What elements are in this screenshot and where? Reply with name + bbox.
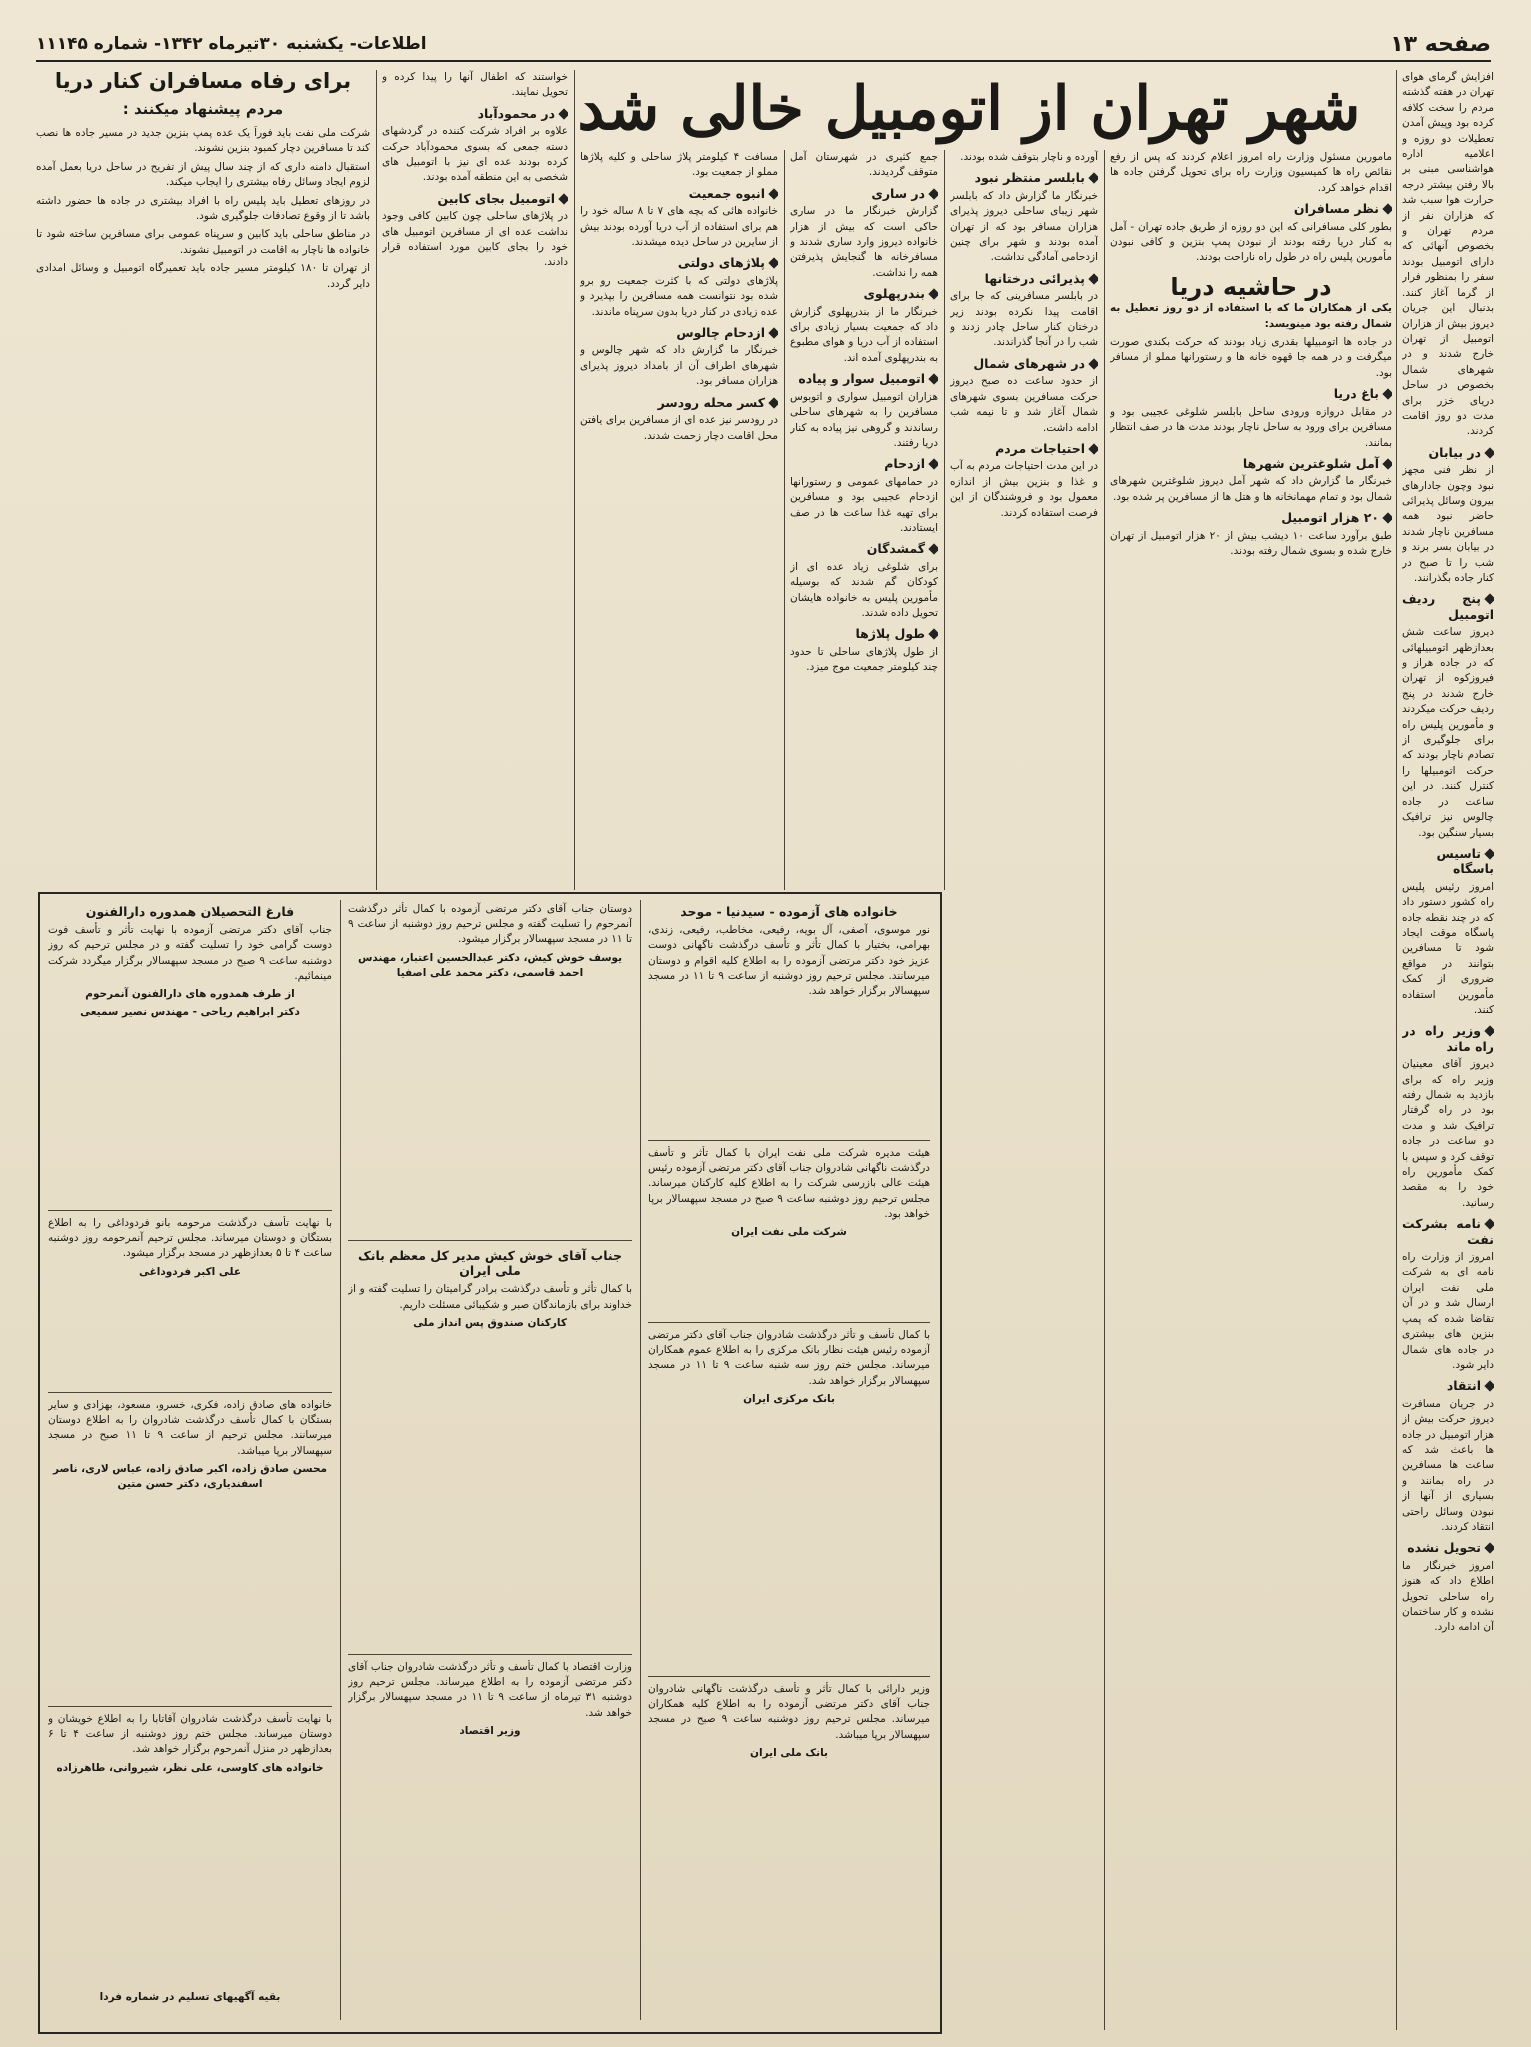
article-column-4 xyxy=(790,150,938,890)
subheading: اتومبیل سوار و پیاده xyxy=(790,371,938,386)
article-lead: خواستند که اطفال آنها را پیدا کرده و تحویل نمایند. xyxy=(382,71,568,99)
notice-body: خانواده های صادق زاده، فکری، خسرو، مسعود، بهزادی و سایر بستگان با کمال تأسف درگذشت شادروان را به اطلاع دوستان میرسانند. مجلس ترحیم از ساعت ۹ تا ۱۱ صبح در مسجد سپهسالار برپا میباشد. xyxy=(48,1399,332,1457)
paragraph: امروز از وزارت راه نامه ای به شرکت ملی نفت ایران ارسال شد و در آن تقاضا شده که پمپ بنزین های بیشتری در جاده های شمال دایر شود. xyxy=(1402,1251,1494,1371)
paragraph: برای شلوغی زیاد عده ای از کودکان گم شدند که بوسیله مأمورین پلیس به خانواده هایشان تحویل داده شدند. xyxy=(790,560,938,619)
obituary-notice xyxy=(48,1398,332,1698)
obituary-notice xyxy=(48,1216,332,1386)
subheading: کسر محله رودسر xyxy=(580,395,778,410)
article-lead: مامورین مسئول وزارت راه امروز اعلام کردند که پس از رفع نقائص راه ها کمیسیون وزارت راه برای تحویل گرفتن جاده ها اقدام خواهد کرد. xyxy=(1110,151,1392,194)
paragraph: خبرنگار ما گزارش داد که شهر چالوس و شهرهای اطراف آن از بامداد دیروز پذیرای هزاران مسافر بود. xyxy=(580,344,778,388)
notice-body: هیئت مدیره شرکت ملی نفت ایران با کمال تأثر و تأسف درگذشت ناگهانی شادروان جناب آقای دکتر مرتضی آزموده رئیس هیئت عالی بازرسی شرکت را به اطلاع کلیه کارکنان میرساند. مجلس ترحیم روز دوشنبه ساعت ۹ صبح در مسجد سپهسالار برپا خواهد بود. xyxy=(648,1147,930,1220)
notice-body: دوستان جناب آقای دکتر مرتضی آزموده با کمال تأثر درگذشت آنمرحوم را تسلیت گفته و مجلس ترحیم روز دوشنبه از ساعت ۹ تا ۱۱ در مسجد سپهسالار برگزار میشود. xyxy=(348,903,632,946)
section-heading: در حاشیه دریا xyxy=(1170,272,1332,301)
notice-body: با نهایت تأسف درگذشت مرحومه بانو فردوداغی را به اطلاع بستگان و دوستان میرساند. مجلس ترحیم آنمرحومه روز دوشنبه ساعت ۴ تا ۵ بعدازظهر در مسجد برگزار میشود. xyxy=(48,1217,332,1260)
paragraph: در پلاژهای ساحلی چون کابین کافی وجود نداشت عده ای از مسافرین اتومبیل های خود را بجای کابین مورد استفاده قرار دادند. xyxy=(382,210,568,269)
subheading: طول پلاژها xyxy=(790,626,938,641)
paragraph: در این مدت احتیاجات مردم به آب و غذا و بنزین بیش از اندازه معمول بود و فروشندگان از این فرصت استفاده کردند. xyxy=(950,460,1098,519)
article-column-1 xyxy=(1402,70,1494,2030)
column-rule xyxy=(1396,70,1397,2030)
paragraph: دیروز ساعت شش بعدازظهر اتومبیلهائی که در جاده هراز و فیروزکوه از تهران خارج شدند در پنج ردیف حرکت میکردند و مأمورین پلیس راه برای جلوگیری از تصادم ناچار بودند که حرکت اتومبیلها را کنترل کنند. در این ساعت در جاده چالوس نیز ترافیک بسیار سنگین بود. xyxy=(1402,626,1494,839)
notice-signature: محسن صادق زاده، اکبر صادق زاده، عباس لاری، ناصر اسفندیاری، دکتر حسن متین xyxy=(52,1462,328,1491)
subheading: بابلسر منتظر نبود xyxy=(950,170,1098,185)
paragraph: پلاژهای دولتی که با کثرت جمعیت رو برو شده بود نتوانست همه مسافرین را بپذیرد و عده زیادی در کنار دریا بدون سرپناه ماندند. xyxy=(580,274,778,318)
article-column-3 xyxy=(950,150,1098,2030)
subheading: تاسیس باسگاه xyxy=(1436,845,1494,877)
notice-footer: بقیه آگهیهای تسلیم در شماره فردا xyxy=(99,1991,281,2003)
notice-divider xyxy=(48,1392,332,1393)
subheading: بندرپهلوی xyxy=(790,286,938,301)
paragraph: در جریان مسافرت دیروز حرکت بیش از هزار اتومبیل در جاده ها باعث شد که ساعت ها مسافرین در راه بمانند و بسیاری از آنها از نبودن وسائل راحتی انتقاد کردند. xyxy=(1402,1397,1494,1533)
notice-body: با کمال تأثر و تأسف درگذشت برادر گرامیتان را تسلیت گفته و از خداوند برای بازماندگان صبر و شکیبائی مسئلت داریم. xyxy=(348,1283,632,1311)
obituary-notice xyxy=(348,1660,632,2020)
page-header xyxy=(36,30,1491,62)
article-lead: جمع کثیری در شهرستان آمل متوقف گردیدند. xyxy=(790,151,938,179)
paragraph: دیروز آقای معینیان وزیر راه که برای بازدید به شمال رفته بود در راه گرفتار ترافیک شد و مدت دو ساعت در جاده توقف کرد و سپس با کمک مأمورین راه خود را به مقصد رسانید. xyxy=(1402,1058,1494,1209)
article-column-7 xyxy=(36,126,370,890)
notice-divider xyxy=(348,1240,632,1241)
notice-signature: از طرف همدوره های دارالفنون آنمرحوم xyxy=(85,988,295,1001)
notice-divider xyxy=(348,1654,632,1655)
subheading: انبوه جمعیت xyxy=(580,186,778,201)
subheading: تحویل نشده xyxy=(1402,1540,1494,1555)
obituary-notice xyxy=(348,902,632,1232)
paragraph: در مناطق ساحلی باید کابین و سرپناه عمومی برای مسافرین ساخته شود تا خانواده ها ناچار به اقامت در اتومبیل نشوند. xyxy=(36,228,370,256)
article-lead: مسافت ۴ کیلومتر پلاژ ساحلی و کلیه پلاژها مملو از جمعیت بود. xyxy=(580,151,778,179)
notice-signature: دکتر ابراهیم ریاحی - مهندس نصیر سمیعی xyxy=(80,1006,300,1019)
paragraph: بطور کلی مسافرانی که این دو روزه از طریق جاده تهران - آمل به کنار دریا رفته بودند از نبودن پمپ بنزین و کافی نبودن مأمورین پلیس راه در طول راه ناراحت بودند. xyxy=(1110,220,1392,264)
subheading: پنج ردیف اتومبیل xyxy=(1402,591,1494,622)
subheading: اتومبیل بجای کابین xyxy=(382,191,568,206)
article-lead: آورده و ناچار بتوقف شده بودند. xyxy=(960,151,1098,163)
column-rule xyxy=(640,900,641,2020)
notice-body: جناب آقای دکتر مرتضی آزموده با نهایت تأثر و تأسف فوت دوست گرامی خود را تسلیت گفته و در مجلس ترحیم که روز دوشنبه ساعت ۹ صبح در مسجد سپهسالار برگزار میگردد شرکت مینمائیم. xyxy=(48,924,332,982)
notice-body: وزیر دارائی با کمال تأثر و تأسف درگذشت ناگهانی شادروان جناب آقای دکتر مرتضی آزموده را به اطلاع کلیه همکاران میرساند. مجلس ترحیم روز دوشنبه ساعت ۹ صبح در مسجد سپهسالار برپا میباشد. xyxy=(648,1683,930,1741)
subheading: پذیرائی درختانها xyxy=(950,271,1098,286)
paragraph: از تهران تا ۱۸۰ کیلومتر مسیر جاده باید تعمیرگاه اتومبیل و وسائل امدادی دایر گردد. xyxy=(36,262,370,290)
paragraph: امروز رئیس پلیس راه کشور دستور داد که در چند نقطه جاده پاسگاه موقت ایجاد شود تا مسافرین بتوانند در مواقع ضروری از کمک مأمورین استفاده کنند. xyxy=(1402,880,1494,1016)
paragraph: خبرنگار ما از بندرپهلوی گزارش داد که جمعیت بسیار زیادی برای استفاده از آب دریا و هوای مطبوع به بندرپهلوی آمده اند. xyxy=(790,305,938,364)
paragraph: گزارش خبرنگار ما در ساری حاکی است که بیش از هزار خانواده دیروز وارد ساری شدند و مسافرخانه ها گنجایش پذیرفتن همه را نداشت. xyxy=(790,205,938,279)
column-rule xyxy=(574,70,575,890)
notice-divider xyxy=(48,1210,332,1211)
column-rule xyxy=(944,150,945,890)
paragraph: امروز خبرنگار ما اطلاع داد که هنوز راه ساحلی تحویل نشده و کار ساختمان آن ادامه دارد. xyxy=(1402,1559,1494,1634)
notice-signature: بانک مرکزی ایران xyxy=(743,1392,835,1405)
obituary-notice xyxy=(648,1682,930,2022)
notice-body: وزارت اقتصاد با کمال تأسف و تأثر درگذشت شادروان جناب آقای دکتر مرتضی آزموده را به اطلاع میرساند. مجلس ترحیم روز دوشنبه ۳۱ تیرماه از ساعت ۹ تا ۱۱ در مسجد سپهسالار برگزار خواهد شد. xyxy=(348,1661,632,1719)
column-rule xyxy=(784,150,785,890)
obituary-notice xyxy=(648,1146,930,1316)
subheading: در بیابان xyxy=(1402,445,1494,460)
subheading: نامه بشرکت نفت xyxy=(1402,1216,1494,1247)
paragraph: در روزهای تعطیل باید پلیس راه با افراد بیشتری در جاده ها حضور داشته باشد تا از وقوع تصادفات جلوگیری شود. xyxy=(36,194,370,223)
subheading: در شهرهای شمال xyxy=(950,356,1098,371)
paragraph: در جاده ها اتومبیلها بقدری زیاد بودند که حرکت بکندی صورت میگرفت و در همه جا قهوه خانه ها و رستورانها مملو از مسافر بود. xyxy=(1110,336,1392,379)
article-title: برای رفاه مسافران کنار دریا xyxy=(54,69,352,93)
subheading: باغ دریا xyxy=(1110,386,1392,401)
subheading: ازدحام xyxy=(790,456,938,471)
obituary-notice xyxy=(348,1246,632,1646)
notice-title: جناب آقای خوش کیش مدیر کل معظم بانک ملی ایران xyxy=(357,1248,623,1279)
notice-divider xyxy=(48,1706,332,1707)
notice-title: فارغ التحصیلان همدوره دارالفنون xyxy=(85,904,295,919)
dateline: اطلاعات- یکشنبه ۳۰تیرماه ۱۳۴۲- شماره ۱۱۱۴۵ xyxy=(36,34,427,54)
subheading: انتقاد xyxy=(1402,1378,1494,1393)
subheading: ۲۰ هزار اتومبیل xyxy=(1110,510,1392,525)
obituary-notice xyxy=(48,902,332,1202)
notice-signature: کارکنان صندوق پس انداز ملی xyxy=(413,1316,567,1329)
notice-body: نور موسوی، آصفی، آل بویه، رفیعی، مخاطب، رفیعی، زندی، بهرامی، بختیار با کمال تأثر و تأسف درگذشت ناگهانی دوست عزیز خود دکتر مرتضی آزموده را به اطلاع کلیه اقوام و دوستان میرسانند. مجلس ترحیم روز دوشنبه از ساعت ۹ تا ۱۱ در مسجد سپهسالار برگزار خواهد شد. xyxy=(648,924,930,998)
paragraph: از حدود ساعت ده صبح دیروز حرکت مسافرین بسوی شهرهای شمال آغاز شد و تا نیمه شب ادامه داشت. xyxy=(950,375,1098,434)
notice-title: خانواده های آزموده - سیدنیا - موحد xyxy=(680,904,898,919)
subheading: ازدحام چالوس xyxy=(580,325,778,340)
notice-divider xyxy=(648,1676,930,1677)
subheading: احتیاجات مردم xyxy=(950,441,1098,456)
article-column-5 xyxy=(580,150,778,890)
obituary-notice xyxy=(48,1712,332,1982)
paragraph: در رودسر نیز عده ای از مسافرین برای یافتن محل اقامت دچار زحمت شدند. xyxy=(580,414,778,442)
paragraph: از نظر فنی مجهز نبود وچون جادارهای بیرون وسائل پذیرائی حاضر نبود همه مسافرین ناچار شدند در بیابان بسر برند و شب را تا صبح در کنار جاده بگذرانند. xyxy=(1402,464,1494,584)
column-rule xyxy=(376,70,377,890)
paragraph: خبرنگار ما گزارش داد که شهر آمل دیروز شلوغترین شهرهای شمال بود و تمام مهمانخانه ها و هتل ها از مسافرین پر شده بود. xyxy=(1110,475,1392,503)
paragraph: استقبال دامنه داری که از چند سال پیش از تفریح در ساحل دریا بعمل آمده لزوم ایجاد وسائل رفاه بیشتری را ایجاب میکند. xyxy=(36,160,370,189)
paragraph: در بابلسر مسافرینی که جا برای اقامت پیدا نکرده بودند زیر درختان کنار ساحل چادر زدند و شب را در آنجا گذراندند. xyxy=(950,290,1098,349)
paragraph: هزاران اتومبیل سواری و اتوبوس مسافرین را به شهرهای ساحلی رساندند و گروهی نیز پیاده به کنار دریا رفتند. xyxy=(790,390,938,449)
paragraph: شرکت ملی نفت باید فوراً یک عده پمپ بنزین جدید در مسیر جاده ها نصب کند تا مسافرین دچار کمبود بنزین نشوند. xyxy=(36,127,370,155)
obituary-notice xyxy=(648,1328,930,1668)
subheading: آمل شلوغترین شهرها xyxy=(1110,456,1392,471)
subheading: پلاژهای دولتی xyxy=(580,255,778,270)
notice-signature: بانک ملی ایران xyxy=(750,1746,828,1759)
notice-divider xyxy=(648,1140,930,1141)
column-rule xyxy=(340,900,341,2020)
article-lead: افزایش گرمای هوای تهران در هفته گذشته مردم را سخت کلافه کرده بود وپیش آمدن تعطیلات دو روزه و اعلامیه اداره هواشناسی مبنی بر بالا رفتن بیشتر درجه حرارت هوا سبب شد که هزاران نفر از مردم تهران و بخصوص آنهائی که دارای اتومبیل بودند سفر را بمنظور فرار از گرما آغاز کنند. بدنبال این جریان دیروز بیش از هزاران اتومبیل از تهران خارج شدند و در شهرهای شمال بخصوص در ساحل دریای خزر برای مدت دو روز اقامت کردند. xyxy=(1402,71,1494,438)
main-headline: شهر تهران از اتومبیل خالی شد xyxy=(577,74,1361,144)
paragraph: خبرنگار ما گزارش داد که بابلسر شهر زیبای ساحلی دیروز پذیرای هزاران مسافر بود که از تهران آمده بودند و شهر برای چنین ازدحامی آمادگی نداشت. xyxy=(950,189,1098,264)
subheading: وزیر راه در راه ماند xyxy=(1402,1023,1494,1054)
paragraph: خانواده هائی که بچه های ۷ تا ۸ ساله خود را هم برای استفاده از آب دریا آورده بودند بیش از سایرین در ساحل دیده میشدند. xyxy=(580,205,778,249)
notice-body: با کمال تأسف و تأثر درگذشت شادروان جناب آقای دکتر مرتضی آزموده رئیس هیئت نظار بانک مرکزی را به اطلاع عموم همکاران میرساند. مجلس ختم روز سه شنبه ساعت ۹ تا ۱۱ در مسجد سپهسالار برگزار خواهد شد. xyxy=(648,1329,930,1387)
notice-body: با نهایت تأسف درگذشت شادروان آقاتابا را به اطلاع خویشان و دوستان میرساند. مجلس ختم روز دوشنبه از ساعت ۴ تا ۶ بعدازظهر در منزل آنمرحوم برگزار خواهد شد. xyxy=(48,1713,332,1756)
notice-signature: شرکت ملی نفت ایران xyxy=(731,1226,847,1239)
notice-signature: وزیر اقتصاد xyxy=(459,1724,521,1737)
article-column-2 xyxy=(1110,150,1392,2030)
paragraph: در حمامهای عمومی و رستورانها ازدحام عجیبی بود و مسافرین برای تهیه غذا ساعت ها در صف ایستادند. xyxy=(790,475,938,534)
notice-signature: علی اکبر فردوداغی xyxy=(138,1265,242,1278)
paragraph: علاوه بر افراد شرکت کننده در گردشهای دسته جمعی که بسوی محمودآباد حرکت کرده بودند عده ای نیز با اتومبیل های شخصی به این منطقه آمده بودند. xyxy=(382,125,568,184)
subheading: در ساری xyxy=(790,186,938,201)
subheading: نظر مسافران xyxy=(1110,201,1392,216)
subheading: در محمودآباد xyxy=(382,106,568,121)
column-rule xyxy=(1104,150,1105,2030)
notice-signature: یوسف خوش کیش، دکتر عبدالحسین اعتبار، مهندس احمد قاسمی، دکتر محمد علی اصفیا xyxy=(357,951,623,979)
obituary-notice xyxy=(648,902,930,1132)
article-subtitle: مردم پیشنهاد میکنند : xyxy=(122,100,284,118)
paragraph: طبق برآورد ساعت ۱۰ دیشب بیش از ۲۰ هزار اتومبیل از تهران خارج شده و بسوی شمال رفته بودند. xyxy=(1110,529,1392,557)
paragraph: در مقابل دروازه ورودی ساحل بابلسر شلوغی عجیبی بود و مسافرین برای ورود به ساحل ناچار بودند مدت ها در صف انتظار بمانند. xyxy=(1110,405,1392,449)
notice-signature: خانواده های کاوسی، علی نظر، شیروانی، طاهرزاده xyxy=(56,1761,324,1774)
notice-divider xyxy=(648,1322,930,1323)
paragraph: از طول پلاژهای ساحلی تا حدود چند کیلومتر جمعیت موج میزد. xyxy=(790,645,938,674)
subheading: گمشدگان xyxy=(790,541,938,556)
article-column-6 xyxy=(382,70,568,890)
page-number: صفحه ۱۳ xyxy=(1390,32,1491,57)
paragraph-bold: یکی از همکاران ما که با استفاده از دو روز تعطیل به شمال رفته بود مینویسد: xyxy=(1110,302,1392,330)
